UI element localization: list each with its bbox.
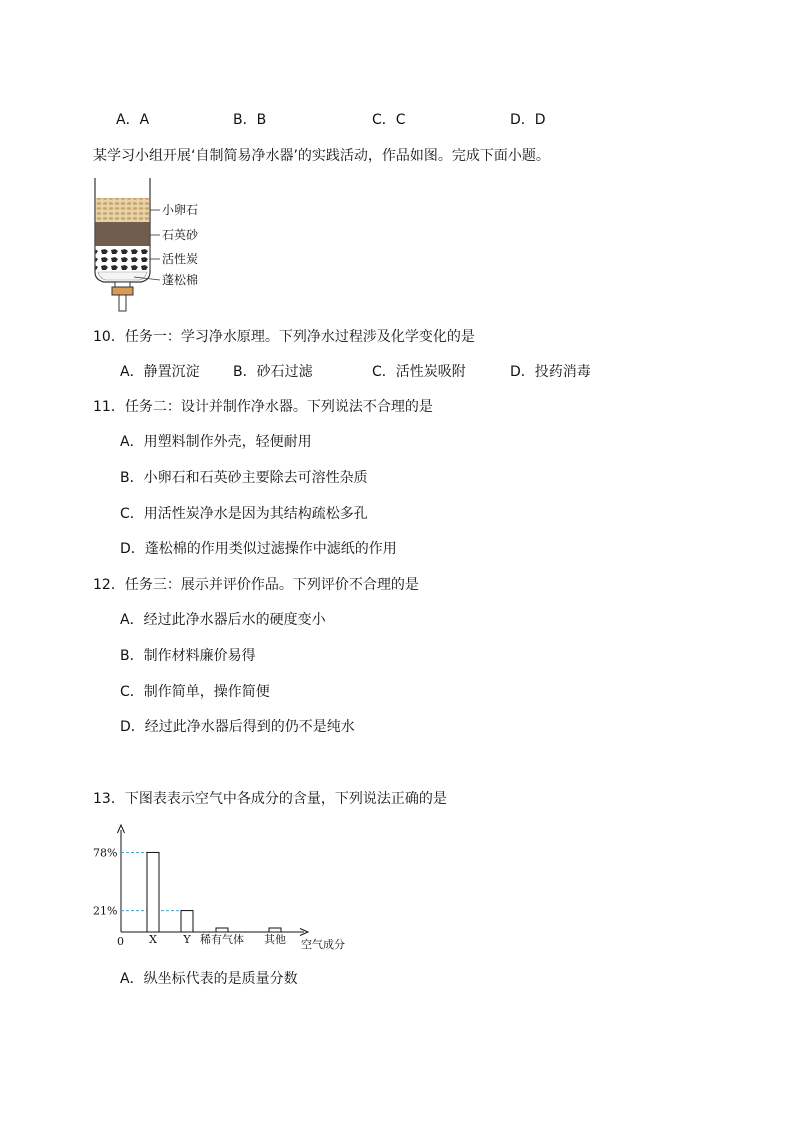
bar xyxy=(147,852,159,932)
prev-option-c: C．C xyxy=(372,112,406,128)
q13-stem: 13．下图表表示空气中各成分的含量，下列说法正确的是 xyxy=(93,791,447,807)
quartz-sand-layer xyxy=(96,222,150,246)
valve xyxy=(112,287,133,295)
y-tick-label: 78% xyxy=(93,846,118,860)
water-filter-figure xyxy=(90,176,220,316)
q10-option-a: A．静置沉淀 xyxy=(120,364,200,380)
q12-option-c: C．制作简单，操作简便 xyxy=(120,684,270,700)
bar xyxy=(269,928,281,932)
label-activated-carbon: 活性炭 xyxy=(162,252,199,266)
q10-option-d: D．投药消毒 xyxy=(510,364,591,380)
air-composition-chart xyxy=(90,822,360,954)
q10-option-c: C．活性炭吸附 xyxy=(372,364,466,380)
q12-option-d: D．经过此净水器后得到的仍不是纯水 xyxy=(120,719,355,735)
origin-label: 0 xyxy=(117,935,124,948)
y-tick-label: 21% xyxy=(93,904,118,918)
cotton-layer xyxy=(98,272,147,280)
label-pebble: 小卵石 xyxy=(162,203,199,217)
label-cotton: 蓬松棉 xyxy=(162,273,199,287)
q13-option-a: A．纵坐标代表的是质量分数 xyxy=(120,971,298,987)
activated-carbon-layer xyxy=(96,246,150,270)
prev-option-d: D．D xyxy=(510,112,546,128)
x-tick-label: Y xyxy=(183,933,191,946)
q11-option-b: B．小卵石和石英砂主要除去可溶性杂质 xyxy=(120,470,368,486)
q10-stem: 10．任务一：学习净水原理。下列净水过程涉及化学变化的是 xyxy=(93,329,475,345)
q12-option-a: A．经过此净水器后水的硬度变小 xyxy=(120,612,326,628)
prev-option-b: B．B xyxy=(233,112,267,128)
x-tick-label: 其他 xyxy=(264,933,286,946)
q12-option-b: B．制作材料廉价易得 xyxy=(120,648,256,664)
bar xyxy=(216,928,228,932)
q11-option-a: A．用塑料制作外壳，轻便耐用 xyxy=(120,434,312,450)
q11-stem: 11．任务二：设计并制作净水器。下列说法不合理的是 xyxy=(93,399,433,415)
pebble-layer xyxy=(96,198,150,222)
x-tick-label: 稀有气体 xyxy=(200,933,244,946)
x-tick-label: X xyxy=(149,933,157,946)
intro-text: 某学习小组开展‘自制简易净水器’的实践活动，作品如图。完成下面小题。 xyxy=(93,148,550,164)
q11-option-c: C．用活性炭净水是因为其结构疏松多孔 xyxy=(120,506,368,522)
q12-stem: 12．任务三：展示并评价作品。下列评价不合理的是 xyxy=(93,577,419,593)
prev-option-a: A．A xyxy=(116,112,150,128)
bar xyxy=(181,911,193,932)
q11-option-d: D．蓬松棉的作用类似过滤操作中滤纸的作用 xyxy=(120,541,397,557)
x-axis-title: 空气成分 xyxy=(301,938,345,951)
label-quartz-sand: 石英砂 xyxy=(162,228,199,242)
q10-option-b: B．砂石过滤 xyxy=(233,364,313,380)
